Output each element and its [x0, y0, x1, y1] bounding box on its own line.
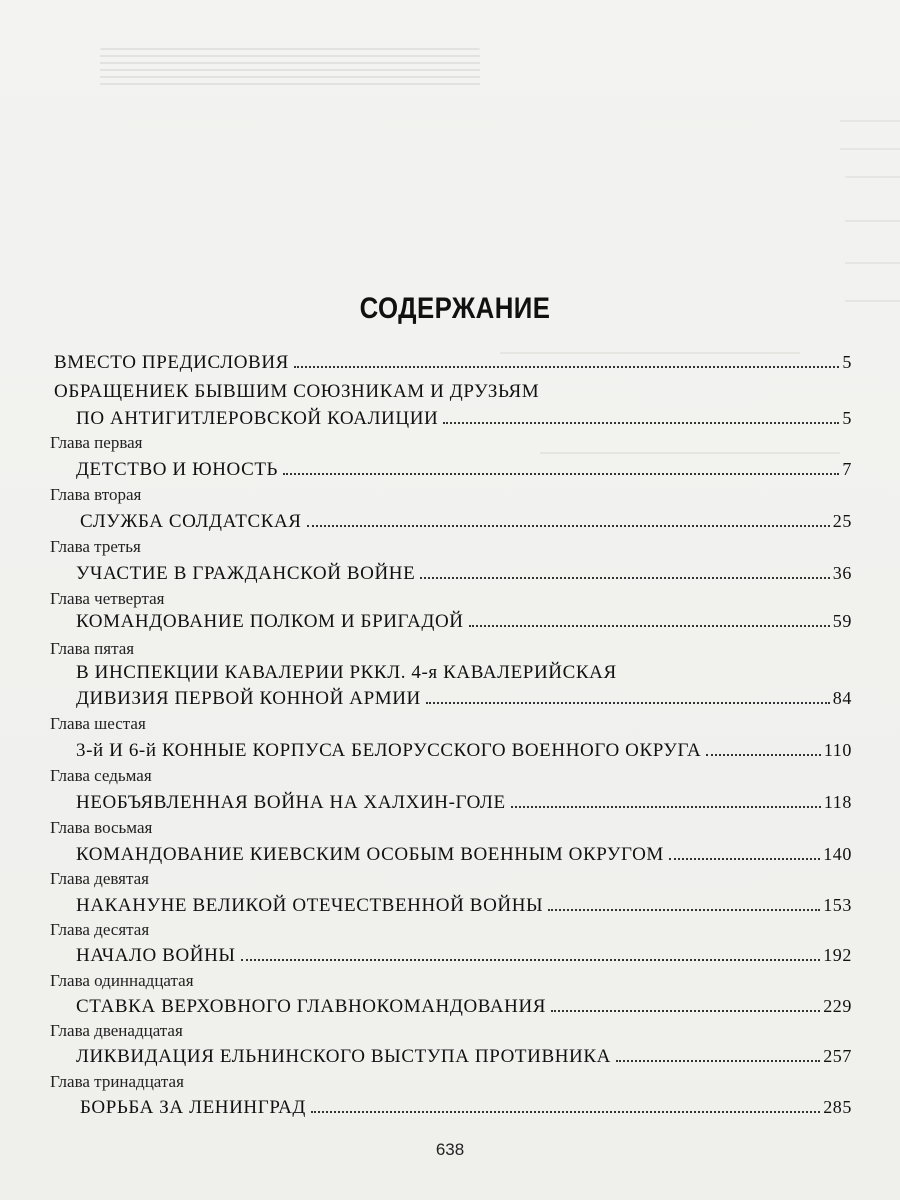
chapter-label: Глава третья: [50, 537, 141, 556]
dot-leader: [551, 1010, 820, 1012]
dot-leader: [616, 1060, 820, 1062]
toc-entry[interactable]: [76, 895, 852, 917]
dot-leader: [307, 525, 830, 527]
entry-title: 3-й И 6-й КОННЫЕ КОРПУСА БЕЛОРУССКОГО ВОЕННОГО ОКРУГА: [76, 740, 702, 761]
page-number: 7: [842, 459, 852, 479]
page-number: 257: [823, 1046, 852, 1066]
page-number: 84: [832, 688, 852, 708]
page-number: 59: [832, 611, 852, 631]
dot-leader: [469, 625, 830, 627]
page-heading: СОДЕРЖАНИЕ: [359, 292, 551, 325]
page-number: 5: [842, 352, 852, 372]
entry-title: НАКАНУНЕ ВЕЛИКОЙ ОТЕЧЕСТВЕННОЙ ВОЙНЫ: [76, 895, 544, 916]
chapter-label: Глава двенадцатая: [50, 1021, 183, 1040]
toc-entry[interactable]: [80, 1097, 852, 1119]
toc-entry[interactable]: [76, 459, 852, 481]
entry-title-line: ОБРАЩЕНИЕК БЫВШИМ СОЮЗНИКАМ И ДРУЗЬЯМ: [54, 381, 540, 402]
toc-entry[interactable]: [76, 740, 852, 762]
entry-title: СТАВКА ВЕРХОВНОГО ГЛАВНОКОМАНДОВАНИЯ: [76, 996, 547, 1017]
page-number: 285: [823, 1097, 852, 1117]
entry-title: ДИВИЗИЯ ПЕРВОЙ КОННОЙ АРМИИ: [76, 688, 421, 709]
chapter-label: Глава одиннадцатая: [50, 971, 194, 990]
entry-title: КОМАНДОВАНИЕ ПОЛКОМ И БРИГАДОЙ: [76, 611, 464, 632]
dot-leader: [426, 702, 830, 704]
page-number: 5: [842, 408, 852, 428]
toc-entry[interactable]: [76, 996, 852, 1018]
page-number: 118: [823, 792, 852, 812]
entry-title: ДЕТСТВО И ЮНОСТЬ: [76, 459, 279, 480]
entry-title: СЛУЖБА СОЛДАТСКАЯ: [80, 511, 302, 532]
toc-entry[interactable]: [76, 844, 852, 866]
dot-leader: [669, 858, 820, 860]
entry-title: УЧАСТИЕ В ГРАЖДАНСКОЙ ВОЙНЕ: [76, 563, 416, 584]
entry-title: ЛИКВИДАЦИЯ ЕЛЬНИНСКОГО ВЫСТУПА ПРОТИВНИКА: [76, 1046, 611, 1067]
dot-leader: [311, 1111, 820, 1113]
chapter-label: Глава восьмая: [50, 818, 153, 837]
chapter-label: Глава вторая: [50, 485, 142, 504]
dot-leader: [443, 422, 839, 424]
entry-title: ПО АНТИГИТЛЕРОВСКОЙ КОАЛИЦИИ: [76, 408, 439, 429]
page-number: 229: [823, 996, 852, 1016]
page-number: 110: [823, 740, 852, 760]
page-number: 140: [823, 844, 852, 864]
entry-title: БОРЬБА ЗА ЛЕНИНГРАД: [80, 1097, 306, 1118]
chapter-label: Глава четвертая: [50, 589, 165, 608]
toc-entry[interactable]: [76, 408, 852, 430]
chapter-label: Глава пятая: [50, 639, 135, 658]
page-number: 36: [832, 563, 852, 583]
toc-entry[interactable]: [54, 352, 852, 374]
chapter-label: Глава тринадцатая: [50, 1072, 184, 1091]
page-folio-number: 638: [435, 1140, 465, 1159]
entry-title: НЕОБЪЯВЛЕННАЯ ВОЙНА НА ХАЛХИН-ГОЛЕ: [76, 792, 506, 813]
dot-leader: [420, 577, 829, 579]
toc-entry[interactable]: [76, 945, 852, 967]
toc-entry[interactable]: [76, 1046, 852, 1068]
toc-entry[interactable]: [80, 511, 852, 533]
page-number: 153: [823, 895, 852, 915]
chapter-label: Глава шестая: [50, 714, 146, 733]
chapter-label: Глава седьмая: [50, 766, 152, 785]
chapter-label: Глава десятая: [50, 920, 150, 939]
chapter-label: Глава первая: [50, 433, 143, 452]
dot-leader: [241, 959, 821, 961]
toc-entry[interactable]: [76, 688, 852, 710]
toc-entry[interactable]: [76, 563, 852, 585]
dot-leader: [294, 366, 839, 368]
dot-leader: [706, 754, 821, 756]
entry-title: НАЧАЛО ВОЙНЫ: [76, 945, 236, 966]
dot-leader: [283, 473, 839, 475]
entry-title-line: В ИНСПЕКЦИИ КАВАЛЕРИИ РККЛ. 4-я КАВАЛЕРИЙСКАЯ: [76, 662, 617, 683]
entry-title: ВМЕСТО ПРЕДИСЛОВИЯ: [54, 352, 289, 373]
page-number: 25: [832, 511, 852, 531]
dot-leader: [548, 909, 820, 911]
chapter-label: Глава девятая: [50, 869, 149, 888]
entry-title: КОМАНДОВАНИЕ КИЕВСКИМ ОСОБЫМ ВОЕННЫМ ОКРУГОМ: [76, 844, 664, 865]
toc-entry[interactable]: [76, 611, 852, 633]
page-number: 192: [823, 945, 852, 965]
toc-entry[interactable]: [76, 792, 852, 814]
dot-leader: [511, 806, 821, 808]
